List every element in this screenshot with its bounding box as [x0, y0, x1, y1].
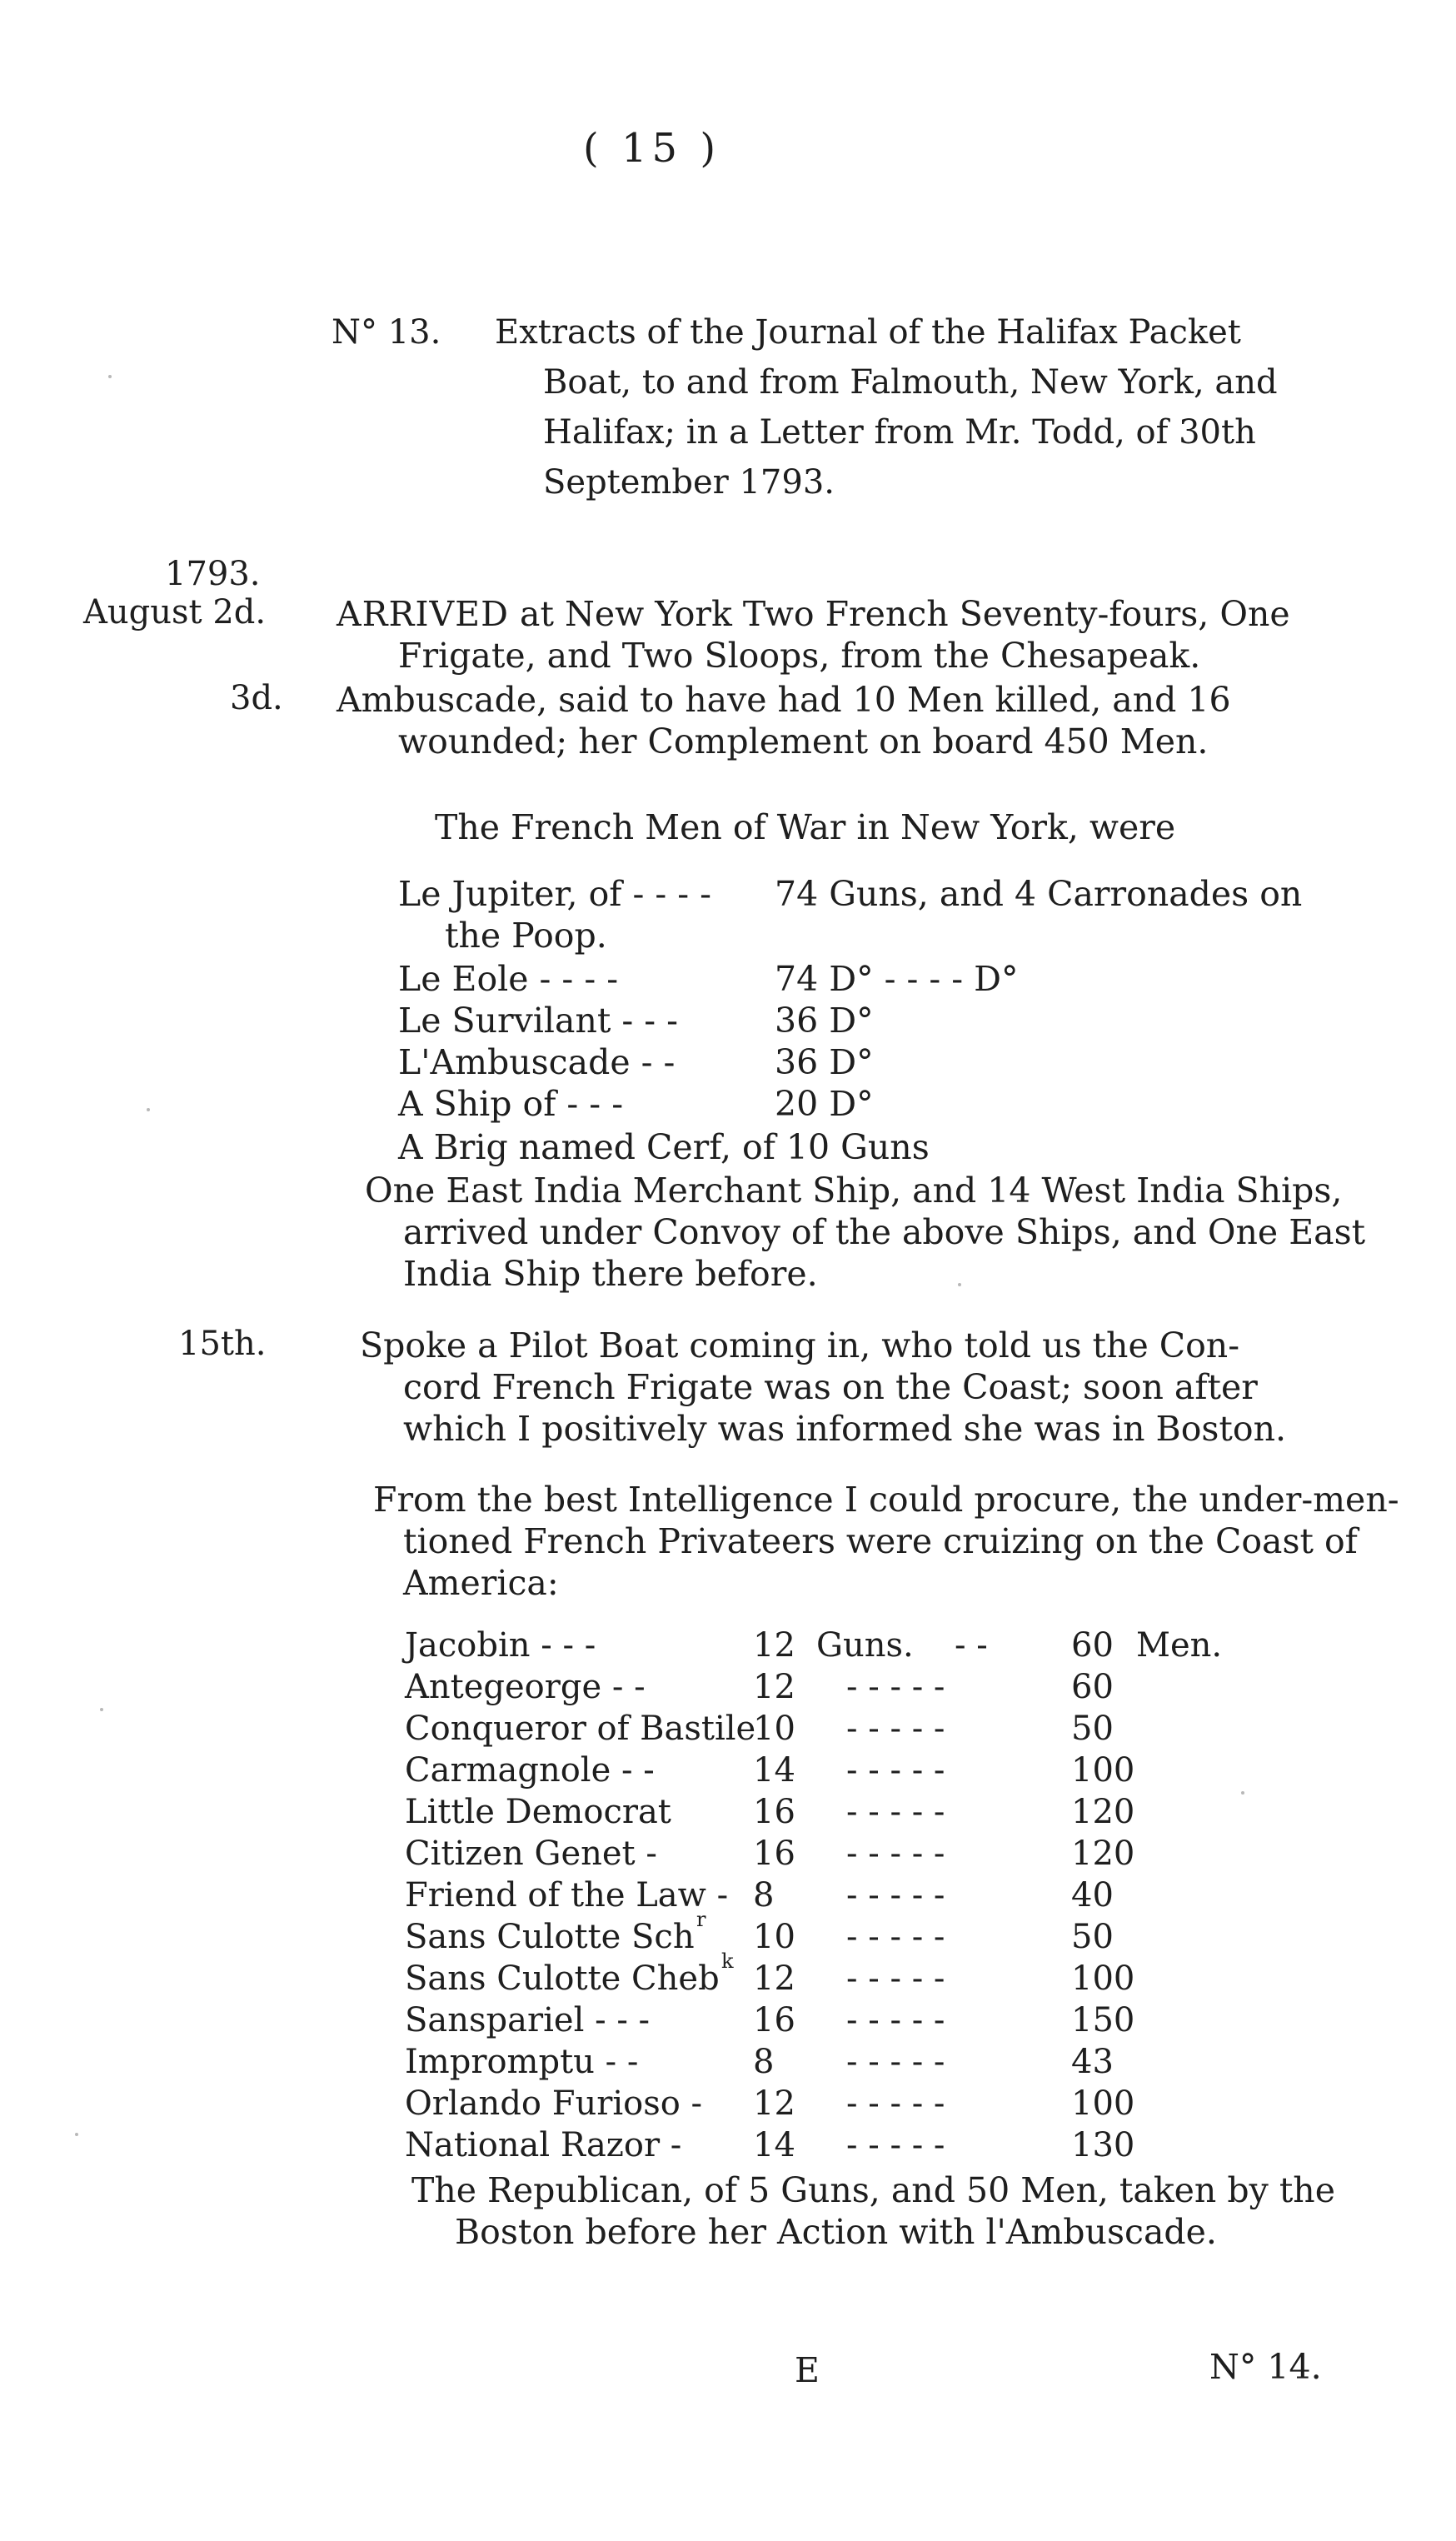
- entry-number: N° 13.: [332, 313, 441, 352]
- privateer-men: 40: [1071, 1876, 1114, 1914]
- date-3d: 3d.: [230, 679, 283, 717]
- privateer-guns: 10: [753, 1918, 795, 1956]
- page-number: ( 15 ): [583, 125, 721, 172]
- privateer-leader-dashes: - - - - -: [846, 1918, 945, 1956]
- privateer-guns-label: Guns.: [816, 1626, 914, 1665]
- ship-guns: 36 D°: [775, 1001, 874, 1041]
- pilot-line-2: cord French Frigate was on the Coast; soon after: [403, 1367, 1258, 1407]
- arrived-line-2: Frigate, and Two Sloops, from the Chesapeak.: [398, 636, 1201, 676]
- jupiter-continuation: the Poop.: [445, 916, 607, 956]
- privateer-leader-dashes: - - - - -: [846, 2043, 945, 2081]
- privateer-men: 120: [1071, 1835, 1135, 1873]
- privateer-name: Jacobin - - -: [405, 1626, 596, 1665]
- privateer-row: [405, 1625, 1279, 1666]
- privateer-men: 150: [1071, 2001, 1135, 2039]
- privateer-name: Little Democrat: [405, 1793, 671, 1831]
- date-year: 1793.: [165, 555, 261, 593]
- privateer-name: Impromptu - -: [405, 2043, 639, 2081]
- privateer-name: Sanspariel - - -: [405, 2001, 651, 2039]
- title-line-4: September 1793.: [543, 463, 835, 502]
- republican-line-1: The Republican, of 5 Guns, and 50 Men, taken by the: [411, 2170, 1335, 2210]
- privateer-row: [405, 2124, 1279, 2166]
- privateer-guns: 8: [753, 2043, 775, 2081]
- privateer-men: 100: [1071, 1959, 1135, 1998]
- privateer-row: [405, 2083, 1279, 2124]
- privateer-row: [405, 1791, 1279, 1833]
- catchword: N° 14.: [1209, 2347, 1322, 2387]
- title-line-3: Halifax; in a Letter from Mr. Todd, of 30th: [543, 413, 1256, 452]
- ship-name: Le Survilant - - -: [398, 1001, 678, 1041]
- scan-speck: [100, 1708, 103, 1711]
- privateer-name: National Razor -: [405, 2126, 682, 2164]
- merchant-line-3: India Ship there before.: [403, 1254, 818, 1294]
- privateer-row: [405, 1708, 1279, 1750]
- privateer-guns: 12: [753, 1668, 795, 1706]
- privateer-men: 100: [1071, 1751, 1135, 1790]
- privateer-men-label: Men.: [1136, 1626, 1223, 1665]
- privateer-leader-dashes: - - - - -: [846, 2084, 945, 2123]
- scan-speck: [75, 2133, 78, 2136]
- ship-name: A Ship of - - -: [398, 1084, 624, 1124]
- privateer-name: Sans Culotte Cheb: [405, 1959, 720, 1998]
- privateer-row: [405, 2041, 1279, 2083]
- ship-name: L'Ambuscade - -: [398, 1042, 676, 1082]
- privateer-men: 43: [1071, 2043, 1114, 2081]
- ship-guns: 74 Guns, and 4 Carronades on: [775, 874, 1303, 914]
- privateer-leader-dashes: - - - - -: [846, 2126, 945, 2164]
- privateer-guns: 12: [753, 1959, 795, 1998]
- intel-line-3: America:: [403, 1563, 559, 1603]
- arrived-line-1: [337, 593, 1290, 635]
- ship-name: Le Eole - - - -: [398, 959, 619, 999]
- privateer-name: Sans Culotte Sch: [405, 1918, 695, 1956]
- ship-guns: 20 D°: [775, 1084, 874, 1124]
- privateer-guns: 16: [753, 1793, 795, 1831]
- men-of-war-heading: The French Men of War in New York, were: [435, 807, 1176, 847]
- privateer-row: [405, 1999, 1279, 2041]
- privateer-name: Orlando Furioso -: [405, 2084, 703, 2123]
- privateer-row: Sans Culotte Sch r 10 - - - - - 50: [405, 1908, 1114, 1956]
- ambuscade-line-2: wounded; her Complement on board 450 Men.: [398, 721, 1209, 761]
- privateers-table: [405, 1625, 1279, 2191]
- privateer-leader-dashes: - -: [955, 1626, 988, 1665]
- privateer-men: 100: [1071, 2084, 1135, 2123]
- privateer-leader-dashes: - - - - -: [846, 1876, 945, 1914]
- privateer-name: Citizen Genet -: [405, 1835, 657, 1873]
- privateer-men: 60: [1071, 1668, 1114, 1706]
- privateer-leader-dashes: - - - - -: [846, 1793, 945, 1831]
- privateer-name: Antegeorge - -: [405, 1668, 646, 1706]
- privateer-men: 60: [1071, 1626, 1114, 1665]
- arrived-caps: ARRIVED: [337, 594, 509, 634]
- brig-line: A Brig named Cerf, of 10 Guns: [398, 1127, 930, 1167]
- privateer-guns: 10: [753, 1710, 795, 1748]
- privateer-leader-dashes: - - - - -: [846, 2001, 945, 2039]
- intel-line-2: tioned French Privateers were cruizing on the Coast of: [403, 1521, 1358, 1561]
- privateer-men: 50: [1071, 1918, 1114, 1956]
- privateer-leader-dashes: - - - - -: [846, 1710, 945, 1748]
- title-line-2: Boat, to and from Falmouth, New York, and: [543, 363, 1278, 402]
- privateer-guns: 14: [753, 2126, 795, 2164]
- privateer-row: [405, 1875, 1279, 1916]
- scan-speck: [958, 1283, 961, 1286]
- scan-speck: [108, 375, 112, 378]
- privateer-row: [405, 1833, 1279, 1875]
- scan-speck: [1241, 1791, 1244, 1795]
- date-august-2: August 2d.: [83, 593, 267, 632]
- pilot-line-3: which I positively was informed she was in Boston.: [403, 1409, 1287, 1449]
- privateer-guns: 16: [753, 1835, 795, 1873]
- ship-name: Le Jupiter, of - - - -: [398, 874, 712, 914]
- privateer-name: Conqueror of Bastile: [405, 1710, 756, 1748]
- privateer-men: 130: [1071, 2126, 1135, 2164]
- signature-mark: E: [795, 2350, 820, 2390]
- privateer-guns: 12: [753, 1626, 795, 1665]
- privateer-men: 50: [1071, 1710, 1114, 1748]
- arrived-text: at New York Two French Seventy-fours, One: [508, 594, 1290, 634]
- ship-guns: 36 D°: [775, 1042, 874, 1082]
- privateer-guns: 14: [753, 1751, 795, 1790]
- republican-line-2: Boston before her Action with l'Ambuscade.: [455, 2212, 1217, 2252]
- privateer-name: Carmagnole - -: [405, 1751, 655, 1790]
- privateer-row: Sans Culotte Cheb k 12 - - - - - 100: [405, 1949, 1135, 1998]
- privateer-leader-dashes: - - - - -: [846, 1835, 945, 1873]
- privateer-guns: 12: [753, 2084, 795, 2123]
- intel-line-1: From the best Intelligence I could procure, the under-men-: [373, 1480, 1399, 1520]
- privateer-guns: 16: [753, 2001, 795, 2039]
- ship-guns: 74 D° - - - - D°: [775, 959, 1019, 999]
- privateer-leader-dashes: - - - - -: [846, 1668, 945, 1706]
- merchant-line-1: One East India Merchant Ship, and 14 West India Ships,: [365, 1171, 1343, 1211]
- privateer-name: Friend of the Law -: [405, 1876, 729, 1914]
- scan-speck: [147, 1108, 150, 1111]
- ambuscade-line-1: Ambuscade, said to have had 10 Men killed, and 16: [337, 680, 1231, 720]
- title-line-1: Extracts of the Journal of the Halifax Packet: [495, 313, 1241, 352]
- privateer-row: [405, 1666, 1279, 1708]
- privateer-men: 120: [1071, 1793, 1135, 1831]
- merchant-line-2: arrived under Convoy of the above Ships, and One East: [403, 1212, 1366, 1252]
- privateer-row: [405, 1750, 1279, 1791]
- privateer-leader-dashes: - - - - -: [846, 1959, 945, 1998]
- pilot-line-1: Spoke a Pilot Boat coming in, who told us the Con-: [360, 1325, 1240, 1365]
- privateer-leader-dashes: - - - - -: [846, 1751, 945, 1790]
- date-15th: 15th.: [178, 1325, 267, 1363]
- privateer-guns: 8: [753, 1876, 775, 1914]
